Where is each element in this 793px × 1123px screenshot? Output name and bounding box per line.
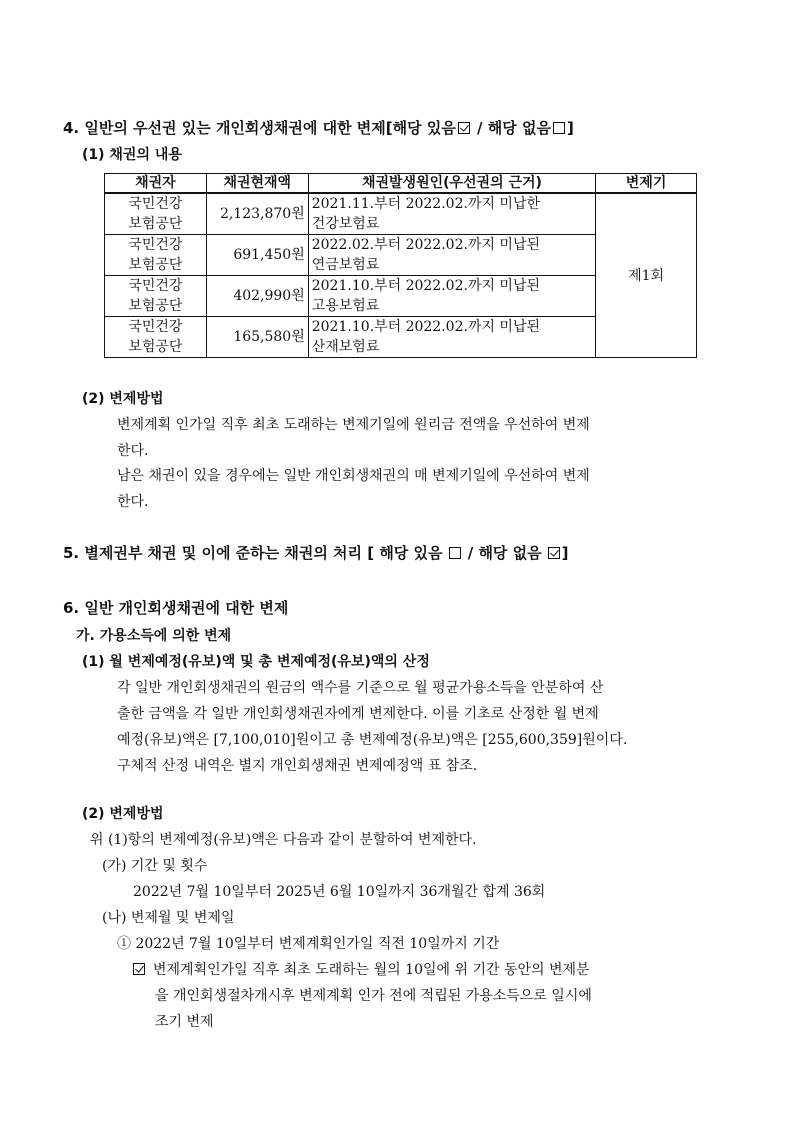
header-cause: 채권발생원인(우선권의 근거) (308, 174, 595, 194)
section-5-title (63, 542, 568, 563)
section-4-title (63, 117, 574, 138)
cell-amount: 2,123,870원 (206, 193, 308, 235)
cell-amount: 691,450원 (206, 235, 308, 276)
cell-cause (308, 235, 595, 276)
method-line: 남은 채권이 있을 경우에는 일반 개인회생채권의 매 변제기일에 우선하여 변제 (117, 468, 590, 484)
section-6-sub2: (2) 변제방법 (82, 806, 164, 822)
creditor-line2: 보험공단 (128, 216, 183, 232)
section-6-ga: 가. 가용소득에 의한 변제 (76, 628, 232, 644)
checkbox-not-applicable[interactable] (548, 547, 560, 559)
period-text: 2022년 7월 10일부터 2025년 6월 10일까지 36개월간 합계 36회 (133, 884, 546, 900)
calc-line: 구체적 산정 내역은 별지 개인회생채권 변제예정액 표 참조. (117, 758, 478, 774)
priority-claims-table (104, 173, 697, 358)
subsection-ga: (가) 기간 및 횟수 (102, 858, 208, 874)
section-5-close: ] (561, 544, 569, 562)
section-4-sub2: (2) 변제방법 (82, 391, 164, 407)
cell-amount: 165,580원 (206, 317, 308, 358)
cell-due: 제1회 (596, 193, 697, 358)
cell-creditor (105, 317, 207, 358)
creditor-line2: 보험공단 (128, 298, 183, 314)
subsection-na: (나) 변제월 및 변제일 (102, 910, 235, 926)
cause-line1: 2022.02.부터 2022.02.까지 미납된 (311, 237, 540, 253)
option-line: 을 개인회생절차개시후 변제계획 인가 전에 적립된 가용소득으로 일시에 (155, 988, 592, 1004)
method-intro: 위 (1)항의 변제예정(유보)액은 다음과 같이 분할하여 변제한다. (90, 832, 477, 848)
calc-line: 출한 금액을 각 일반 개인회생채권자에게 변제한다. 이를 기초로 산정한 월 변제 (117, 706, 599, 722)
cause-line1: 2021.10.부터 2022.02.까지 미납된 (311, 319, 540, 335)
creditor-line1: 국민건강 (128, 237, 183, 253)
checkbox-applicable[interactable] (458, 122, 470, 134)
method-line: 한다. (117, 443, 149, 459)
section-4-sub1: (1) 채권의 내용 (82, 147, 182, 163)
header-creditor: 채권자 (105, 174, 207, 194)
creditor-line1: 국민건강 (128, 196, 183, 212)
cell-cause (308, 193, 595, 235)
creditor-line2: 보험공단 (128, 339, 183, 355)
creditor-line1: 국민건강 (128, 278, 183, 294)
item-1: ① 2022년 7월 10일부터 변제계획인가일 직전 10일까지 기간 (117, 936, 500, 952)
section-4-close: ] (566, 119, 574, 137)
cause-line1: 2021.10.부터 2022.02.까지 미납된 (311, 278, 540, 294)
section-4-sep: / 해당 없음 (471, 119, 551, 137)
cell-cause (308, 276, 595, 317)
checkbox-applicable[interactable] (449, 547, 461, 559)
section-6-title: 6. 일반 개인회생채권에 대한 변제 (63, 599, 289, 617)
creditor-line1: 국민건강 (128, 319, 183, 335)
header-amount: 채권현재액 (206, 174, 308, 194)
calc-line: 각 일반 개인회생채권의 원금의 액수를 기준으로 월 평균가용소득을 안분하여 산 (117, 680, 604, 696)
table-row (105, 193, 697, 235)
method-line: 한다. (117, 494, 149, 510)
section-4-title-text: 4. 일반의 우선권 있는 개인회생채권에 대한 변제[해당 있음 (63, 119, 456, 137)
checkbox-early-payment[interactable] (133, 963, 145, 975)
checkbox-not-applicable[interactable] (553, 122, 565, 134)
header-due: 변제기 (596, 174, 697, 194)
cell-creditor (105, 193, 207, 235)
cell-cause (308, 317, 595, 358)
option-line: 조기 변제 (155, 1014, 214, 1030)
cell-amount: 402,990원 (206, 276, 308, 317)
table-header-row (105, 174, 697, 194)
section-5-title-text: 5. 별제권부 채권 및 이에 준하는 채권의 처리 [ 해당 있음 (63, 544, 443, 562)
cause-line2: 고용보험료 (311, 298, 380, 314)
cell-creditor (105, 235, 207, 276)
method-line: 변제계획 인가일 직후 최초 도래하는 변제기일에 원리금 전액을 우선하여 변제 (117, 417, 590, 433)
option-line-text: 변제계획인가일 직후 최초 도래하는 월의 10일에 위 기간 동안의 변제분 (153, 962, 590, 978)
cause-line2: 연금보험료 (311, 257, 380, 273)
section-5-sep: / 해당 없음 (462, 544, 542, 562)
cell-creditor (105, 276, 207, 317)
calc-line: 예정(유보)액은 [7,100,010]원이고 총 변제예정(유보)액은 [255,600,359]원이다. (117, 732, 628, 748)
option-line (133, 959, 590, 979)
cause-line1: 2021.11.부터 2022.02.까지 미납한 (311, 196, 540, 212)
creditor-line2: 보험공단 (128, 257, 183, 273)
section-6-sub1: (1) 월 변제예정(유보)액 및 총 변제예정(유보)액의 산정 (82, 654, 430, 670)
cause-line2: 건강보험료 (311, 216, 380, 232)
cause-line2: 산재보험료 (311, 339, 380, 355)
